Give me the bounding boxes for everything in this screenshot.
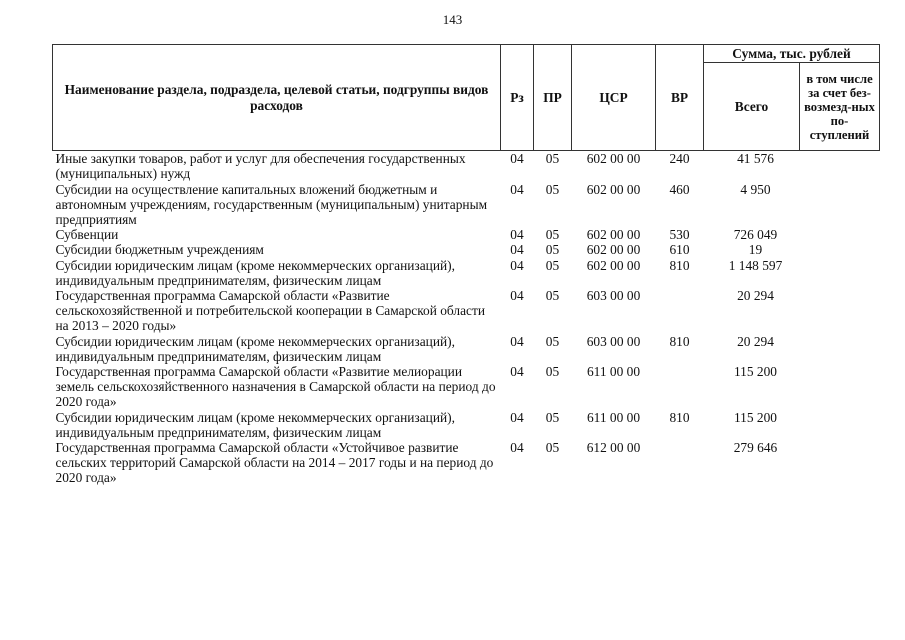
- table-row: [53, 364, 880, 410]
- page-number: 143: [442, 12, 463, 27]
- header-csr: ЦСР: [572, 45, 656, 151]
- row-pr: 05: [545, 409, 560, 425]
- row-csr: 602 00 00: [586, 181, 641, 197]
- row-rz: 04: [510, 364, 524, 380]
- row-rz: 04: [510, 257, 524, 273]
- row-pr: 05: [545, 227, 560, 243]
- table-row: [53, 334, 880, 364]
- row-vr: 460: [669, 181, 690, 197]
- row-vr: 610: [669, 242, 690, 258]
- row-rz: 04: [510, 242, 524, 258]
- row-gratuitous: [800, 364, 880, 410]
- table-row: [53, 151, 880, 182]
- row-pr: 05: [545, 333, 560, 349]
- row-gratuitous: [800, 242, 880, 257]
- row-csr: 611 00 00: [586, 364, 641, 380]
- row-csr: 603 00 00: [586, 333, 641, 349]
- row-total: 20 294: [737, 288, 774, 304]
- row-pr: 05: [545, 440, 560, 456]
- row-gratuitous: [800, 334, 880, 364]
- row-total: 19: [748, 242, 763, 258]
- header-total: Всего: [704, 63, 800, 151]
- row-name: Субсидии на осуществление капитальных вложений бюджетным и автономным учреждениям, государственным (муниципальным) унитарным предприятиям: [55, 181, 488, 228]
- row-name: Субсидии юридическим лицам (кроме некоммерческих организаций), индивидуальным предпринимателям, физическим лицам: [55, 257, 455, 288]
- row-pr: 05: [545, 288, 560, 304]
- row-rz: 04: [510, 151, 524, 167]
- row-vr: 810: [669, 333, 690, 349]
- header-rz: Рз: [501, 45, 534, 151]
- row-rz: 04: [510, 440, 524, 456]
- row-name: Иные закупки товаров, работ и услуг для обеспечения государственных (муниципальных) нужд: [55, 151, 466, 182]
- table-row: [53, 242, 880, 257]
- row-total: 20 294: [737, 333, 774, 349]
- table-row: [53, 440, 880, 486]
- table-header: [53, 45, 880, 151]
- row-rz: 04: [510, 333, 524, 349]
- row-gratuitous: [800, 288, 880, 334]
- row-rz: 04: [510, 288, 524, 304]
- budget-table: [52, 44, 880, 486]
- row-vr: 530: [669, 227, 690, 243]
- row-pr: 05: [545, 151, 560, 167]
- row-rz: 04: [510, 181, 524, 197]
- table-row: [53, 258, 880, 288]
- row-name: Субсидии юридическим лицам (кроме некоммерческих организаций), индивидуальным предпринимателям, физическим лицам: [55, 333, 455, 364]
- header-pr: ПР: [534, 45, 572, 151]
- row-vr: [656, 364, 704, 410]
- row-vr: [656, 288, 704, 334]
- row-pr: 05: [545, 257, 560, 273]
- row-gratuitous: [800, 182, 880, 228]
- row-name: Субвенции: [55, 227, 119, 243]
- table-row: [53, 288, 880, 334]
- row-total: 726 049: [733, 227, 778, 243]
- table-row: [53, 227, 880, 242]
- row-name: Государственная программа Самарской области «Устойчивое развитие сельских территорий Самарской области на 2014 – 2017 годы и на период до 2020 года»: [55, 440, 494, 486]
- row-csr: 612 00 00: [586, 440, 641, 456]
- row-vr: [656, 440, 704, 486]
- header-vr: ВР: [656, 45, 704, 151]
- row-name: Государственная программа Самарской области «Развитие сельскохозяйственной и потребительской кооперации в Самарской области на 2013 – 2020 годы»: [55, 288, 485, 334]
- row-rz: 04: [510, 409, 524, 425]
- row-rz: 04: [510, 227, 524, 243]
- row-gratuitous: [800, 440, 880, 486]
- row-pr: 05: [545, 364, 560, 380]
- table-body: [53, 151, 880, 486]
- row-total: 41 576: [737, 151, 774, 167]
- row-total: 115 200: [733, 409, 778, 425]
- row-vr: 810: [669, 409, 690, 425]
- row-csr: 603 00 00: [586, 288, 641, 304]
- table-row: [53, 410, 880, 440]
- row-gratuitous: [800, 258, 880, 288]
- row-pr: 05: [545, 181, 560, 197]
- header-gratuitous: в том числе за счет без-возмезд-ных по-ступлений: [800, 63, 880, 151]
- row-csr: 611 00 00: [586, 409, 641, 425]
- table-row: [53, 182, 880, 228]
- header-sum: Сумма, тыс. рублей: [704, 45, 880, 63]
- row-gratuitous: [800, 227, 880, 242]
- row-total: 4 950: [740, 181, 771, 197]
- row-name: Субсидии бюджетным учреждениям: [55, 242, 264, 258]
- row-name: Государственная программа Самарской области «Развитие мелиорации земель сельскохозяйственного назначения в Самарской области на период до 2020 года»: [55, 364, 496, 410]
- row-pr: 05: [545, 242, 560, 258]
- row-csr: 602 00 00: [586, 242, 641, 258]
- header-name: Наименование раздела, подраздела, целевой статьи, подгруппы видов расходов: [53, 45, 501, 151]
- row-total: 279 646: [733, 440, 778, 456]
- row-vr: 240: [669, 151, 690, 167]
- row-csr: 602 00 00: [586, 227, 641, 243]
- row-gratuitous: [800, 410, 880, 440]
- row-total: 1 148 597: [728, 257, 783, 273]
- row-gratuitous: [800, 151, 880, 182]
- row-csr: 602 00 00: [586, 257, 641, 273]
- row-vr: 810: [669, 257, 690, 273]
- row-csr: 602 00 00: [586, 151, 641, 167]
- row-total: 115 200: [733, 364, 778, 380]
- row-name: Субсидии юридическим лицам (кроме некоммерческих организаций), индивидуальным предпринимателям, физическим лицам: [55, 409, 455, 440]
